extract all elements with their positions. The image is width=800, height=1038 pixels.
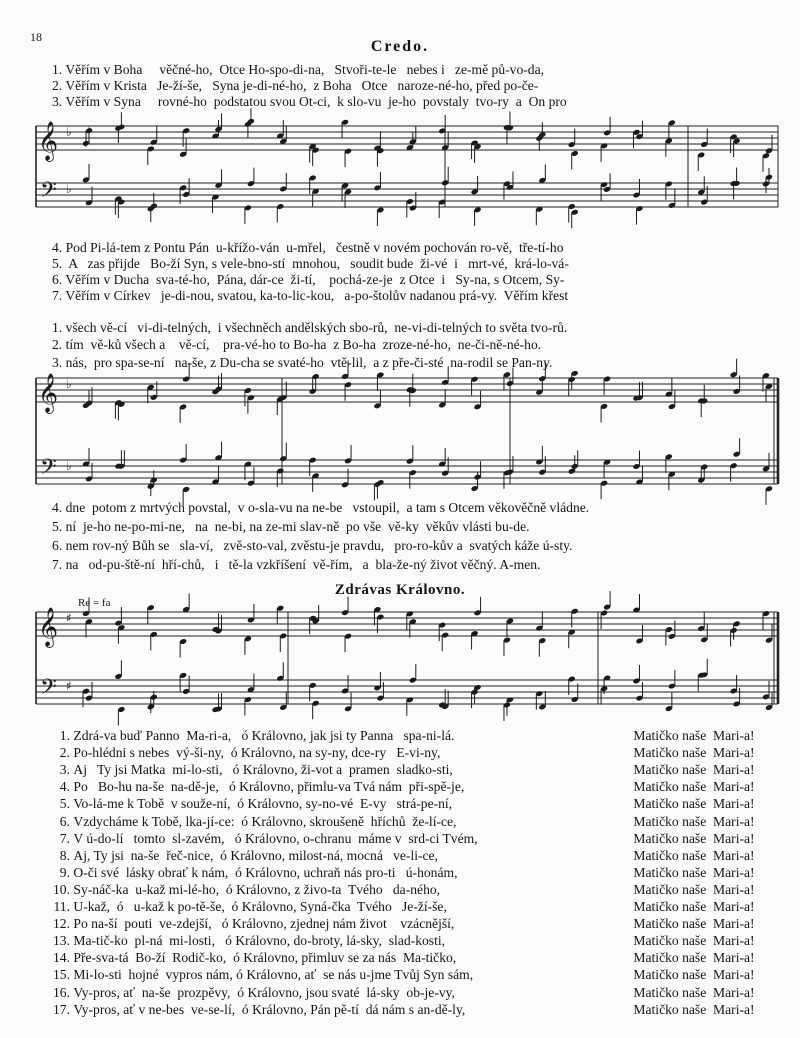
verse-number: 9. [59, 864, 70, 880]
verse-number: 11. [53, 899, 70, 914]
zdravas-verse-row [42, 950, 778, 966]
verse-text: Vy-pros, ať na-še prozpěvy, ó Královno, jsou svaté lá-sky ob-je-vy, [73, 984, 455, 1000]
zdravas-verse-row [42, 814, 778, 830]
verse-number: 6. [59, 813, 70, 829]
verse-number: 5. [59, 796, 70, 812]
verse-text: V ú-do-lí tomto sl-zavém, ó Královno, o-chranu máme v srd-ci Tvém, [73, 830, 478, 846]
credo-verse-line: 4. dne potom z mrtvých povstal, v o-sla-vu na ne-be vstoupil, a tam s Otcem věkověčně vládne. [52, 500, 590, 515]
verse-text: Vo-lá-me k Tobě v souže-ní, ó Královno, sy-no-vé E-vy strá-pe-ní, [73, 796, 453, 812]
svg-text:𝄢: 𝄢 [40, 675, 57, 705]
verse-text: Sy-náč-ka u-kaž mi-lé-ho, ó Královno, z živo-ta Tvého da-ného, [73, 881, 441, 897]
credo-verse-line: 5. A zas přijde Bo-ží Syn, s vele-bno-stí mnohou, soudit bude ži-vé i mrt-vé, krá-lo-vá- [52, 256, 569, 271]
verse-refrain: Matičko naše Mari-a! [633, 899, 755, 914]
zdravas-verse-row [42, 967, 778, 983]
svg-text:♯: ♯ [66, 611, 72, 625]
zdravas-verse-row [42, 796, 778, 812]
verse-number: 13. [53, 933, 70, 949]
verse-refrain: Matičko naše Mari-a! [633, 728, 755, 743]
verse-refrain: Matičko naše Mari-a! [633, 881, 755, 897]
credo-verse-line: 3. nás, pro spa-se-ní na-še, z Du-cha se svaté-ho vtě-lil, a z pře-či-sté na-rodil se Pan-ny. [52, 355, 553, 370]
verse-refrain: Matičko naše Mari-a! [633, 950, 755, 966]
credo-verse-line: 4. Pod Pi-lá-tem z Pontu Pán u-křížo-ván u-mřel, čestně v novém pochován ro-vě, tře-tí-ho [52, 240, 564, 255]
zdravas-verse-row [42, 745, 778, 761]
verse-refrain: Matičko naše Mari-a! [633, 830, 755, 846]
verse-text: Po Bo-hu na-še na-dě-je, ó Královno, přimlu-va Tvá nám při-spě-je, [73, 779, 465, 795]
credo-verse-line: 6. Věřím v Ducha sva-té-ho, Pána, dár-ce ži-tí, pochá-ze-je z Otce i Sy-na, s Otcem, Sy- [52, 272, 565, 287]
zdravas-verse-row [42, 728, 778, 744]
credo-verse-line: 2. Věřím v Krista Je-ží-še, Syna je-di-né-ho, z Boha Otce naroze-né-ho, před po-če- [52, 78, 539, 93]
svg-text:♭: ♭ [66, 182, 72, 196]
verse-number: 3. [59, 762, 70, 778]
credo-verse-line: 1. všech vě-cí vi-di-telných, i všechněch andělských sbo-rů, ne-vi-di-telných to světa tvo-rů. [52, 320, 568, 335]
verse-text: Vy-pros, ať v ne-bes ve-se-lí, ó Královno, Pán pě-tí dá nám s an-dě-ly, [73, 1001, 466, 1017]
key-note-label: Re = fa [78, 597, 111, 609]
zdravas-verse-row [42, 762, 778, 778]
zdravas-verse-row [42, 916, 778, 932]
verse-refrain: Matičko naše Mari-a! [633, 933, 755, 949]
verse-refrain: Matičko naše Mari-a! [633, 916, 755, 932]
svg-text:𝄢: 𝄢 [40, 455, 57, 485]
verse-refrain: Matičko naše Mari-a! [633, 762, 755, 778]
svg-text:♭: ♭ [66, 377, 72, 391]
verse-text: Aj Ty jsi Matka mi-lo-sti, ó Královno, ži-vot a pramen sladko-sti, [73, 762, 453, 778]
verse-text: U-kaž, ó u-kaž k po-tě-še, ó Královno, Syná-čka Tvého Je-ží-še, [73, 899, 447, 914]
verse-number: 15. [53, 967, 70, 983]
verse-text: Aj, Ty jsi na-še řeč-nice, ó Královno, milost-ná, mocná ve-li-ce, [73, 847, 438, 863]
zdravas-verse-row [42, 865, 778, 881]
verse-text: Pře-sva-tá Bo-ží Rodič-ko, ó Královno, přimluv se za nás Ma-tičko, [73, 950, 457, 966]
credo-verse-line: 5. ní je-ho ne-po-mi-ne, na ne-bi, na ze-mi slav-ně po vše vě-ky věkův vlásti bu-de. [52, 519, 530, 534]
zdravas-verse-row [42, 899, 778, 915]
verse-number: 4. [59, 779, 70, 795]
svg-text:𝄞: 𝄞 [38, 121, 59, 161]
zdravas-verse-row [42, 882, 778, 898]
zdravas-verse-row [42, 848, 778, 864]
verse-text: Ma-tič-ko pl-ná mi-losti, ó Královno, do-broty, lá-sky, slad-kosti, [73, 933, 446, 949]
svg-text:𝄞: 𝄞 [38, 373, 59, 413]
zdravas-verse-row [42, 1002, 778, 1018]
verse-refrain: Matičko naše Mari-a! [633, 745, 755, 761]
verse-refrain: Matičko naše Mari-a! [633, 1001, 755, 1017]
svg-text:♭: ♭ [66, 125, 72, 139]
verse-number: 10. [53, 881, 70, 897]
credo-verse-line: 2. tím vě-ků všech a vě-cí, pra-vé-ho to Bo-ha z Bo-ha zroze-né-ho, ne-či-ně-né-ho. [52, 337, 542, 352]
credo-verse-line: 7. na od-pu-ště-ní hří-chů, i tě-la vzkříšení vě-řím, a bla-že-ný život věčný. A-men. [52, 557, 541, 572]
zdravas-verse-row [42, 779, 778, 795]
verse-text: O-či své lásky obrať k nám, ó Královno, uchraň nás pro-ti ú-honám, [73, 864, 458, 880]
verse-number: 17. [53, 1001, 70, 1017]
page-number: 18 [30, 30, 42, 44]
verse-number: 12. [53, 916, 70, 932]
verse-refrain: Matičko naše Mari-a! [633, 796, 755, 812]
verse-number: 16. [53, 984, 70, 1000]
verse-number: 7. [59, 830, 70, 846]
credo-verse-line: 6. nem rov-ný Bůh se sla-ví, zvě-sto-val, zvěstu-je pravdu, pro-ro-kův a svatých káže ú-sty. [52, 538, 573, 553]
verse-refrain: Matičko naše Mari-a! [633, 813, 755, 829]
verse-refrain: Matičko naše Mari-a! [633, 984, 755, 1000]
credo-verse-line: 7. Věřím v Církev je-di-nou, svatou, ka-to-lic-kou, a-po-štolův nadanou prá-vy. Věřím křest [52, 288, 569, 303]
verse-number: 14. [53, 950, 70, 966]
verse-text: Vzdycháme k Tobě, lka-jí-ce: ó Královno, skroušeně hříchů že-lí-ce, [73, 813, 457, 829]
verse-text: Mi-lo-sti hojné vypros nám, ó Královno, ať se nás u-jme Tvůj Syn sám, [73, 967, 474, 983]
verse-refrain: Matičko naše Mari-a! [633, 967, 755, 983]
verse-text: Po-hlédni s nebes vý-ši-ny, ó Královno, na sy-ny, dce-ry E-vi-ny, [73, 745, 441, 761]
verse-refrain: Matičko naše Mari-a! [633, 847, 755, 863]
zdravas-verse-row [42, 831, 778, 847]
zdravas-verse-row [42, 985, 778, 1001]
svg-text:♯: ♯ [66, 679, 72, 693]
zdravas-title: Zdrávas Královno. [334, 582, 466, 598]
verse-text: Zdrá-va buď Panno Ma-ri-a, ó Královno, jak jsi ty Panna spa-ni-lá. [73, 728, 455, 743]
svg-text:𝄢: 𝄢 [40, 178, 57, 208]
verse-number: 8. [59, 847, 70, 863]
clefs [38, 121, 72, 705]
verse-refrain: Matičko naše Mari-a! [633, 779, 755, 795]
svg-text:𝄞: 𝄞 [38, 607, 59, 647]
credo-verse-line: 3. Věřím v Syna rovné-ho podstatou svou Ot-ci, k slo-vu je-ho povstaly tvo-ry a On pro [52, 94, 567, 109]
verse-number: 1. [59, 728, 70, 743]
verse-text: Po na-ší pouti ve-zdejší, ó Královno, zjednej nám život vzácnější, [73, 916, 455, 932]
svg-text:♭: ♭ [66, 459, 72, 473]
verse-refrain: Matičko naše Mari-a! [633, 864, 755, 880]
credo-title: Credo. [370, 38, 430, 55]
verse-number: 2. [59, 745, 70, 761]
zdravas-verse-row [42, 933, 778, 949]
credo-verse-line: 1. Věřím v Boha věčné-ho, Otce Ho-spo-di-na, Stvoři-te-le nebes i ze-mě pů-vo-da, [52, 62, 544, 77]
